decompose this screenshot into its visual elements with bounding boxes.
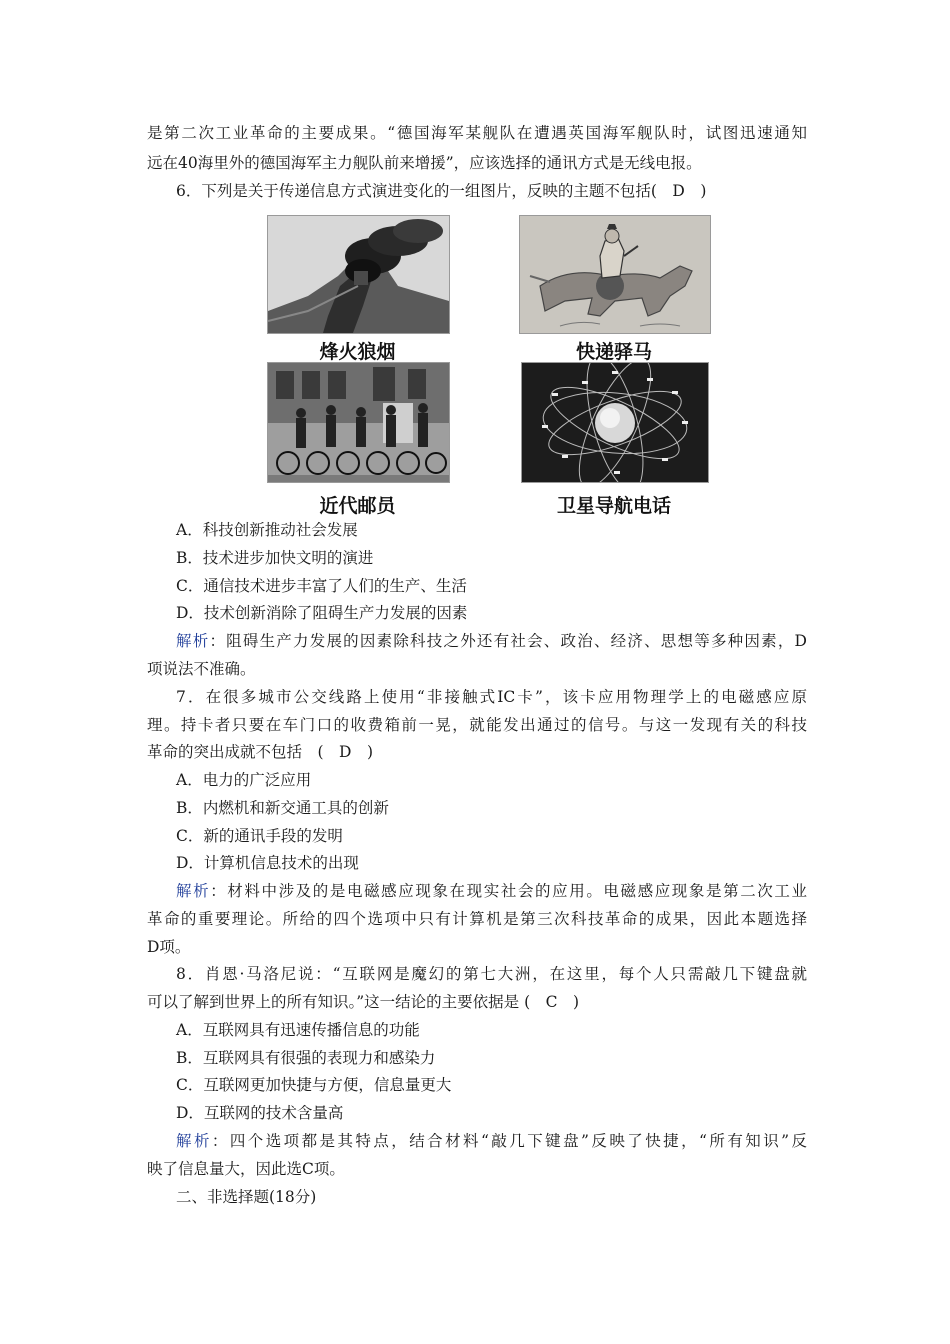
caption-satellite: 卫星导航电话 (556, 495, 671, 517)
q8-stem-line-2: 可以了解到世界上的所有知识。”这一结论的主要依据是 ( C ) (147, 993, 580, 1011)
q8-option-c: C．互联网更加快捷与方便，信息量更大 (176, 1076, 452, 1094)
q6-analysis-text: ：阻碍生产力发展的因素除科技之外还有社会、政治、经济、思想等多种因素，D (209, 632, 807, 650)
q8-analysis-line-1 (176, 1131, 807, 1151)
q7-stem-line-1: 7．在很多城市公交线路上使用“非接触式IC卡”，该卡应用物理学上的电磁感应原 (176, 688, 807, 706)
q7-stem-line-3: 革命的突出成就不包括 ( D ) (147, 743, 374, 761)
q8-stem-line-1: 8．肖恩·马洛尼说：“互联网是魔幻的第七大洲，在这里，每个人只需敲几下键盘就 (176, 965, 807, 983)
q8-analysis-text: ：四个选项都是其特点，结合材料“敲几下键盘”反映了快捷，“所有知识”反 (211, 1132, 807, 1150)
q8-analysis-line-2: 映了信息量大，因此选C项。 (147, 1160, 345, 1178)
analysis-label: 解析 (176, 632, 210, 650)
analysis-label: 解析 (176, 882, 211, 900)
q7-analysis-text: ：材料中涉及的是电磁感应现象在现实社会的应用。电磁感应现象是第二次工业 (210, 882, 807, 900)
horse-courier-image (519, 215, 711, 334)
q7-option-b: B．内燃机和新交通工具的创新 (176, 799, 389, 817)
q7-stem-line-2: 理。持卡者只要在车门口的收费箱前一晃，就能发出通过的信号。与这一发现有关的科技 (147, 716, 807, 734)
q7-option-d: D．计算机信息技术的出现 (176, 854, 359, 872)
intro-line-2: 远在40海里外的德国海军主力舰队前来增援”，应该选择的通讯方式是无线电报。 (147, 154, 702, 172)
q7-analysis-line-1 (176, 881, 807, 901)
q8-option-a: A．互联网具有迅速传播信息的功能 (176, 1021, 420, 1039)
intro-line-1: 是第二次工业革命的主要成果。“德国海军某舰队在遭遇英国海军舰队时，试图迅速通知 (147, 124, 807, 142)
q7-analysis-line-3: D项。 (147, 938, 191, 956)
q7-option-a: A．电力的广泛应用 (176, 771, 312, 789)
beacon-smoke-image (267, 215, 450, 334)
q6-option-a: A．科技创新推动社会发展 (176, 521, 358, 539)
q8-option-d: D．互联网的技术含量高 (176, 1104, 344, 1122)
satellite-orbits-icon (522, 363, 708, 482)
q8-option-b: B．互联网具有很强的表现力和感染力 (176, 1049, 436, 1067)
caption-horse: 快递驿马 (575, 341, 652, 363)
q6-analysis-line-2: 项说法不准确。 (147, 660, 256, 678)
caption-beacon: 烽火狼烟 (319, 341, 396, 363)
postmen-bicycle-icon (268, 363, 449, 482)
q6-option-b: B．技术进步加快文明的演进 (176, 549, 374, 567)
q6-option-c: C．通信技术进步丰富了人们的生产、生活 (176, 577, 467, 595)
postmen-image (267, 362, 450, 483)
beacon-smoke-icon (268, 216, 449, 333)
section-2-title: 二、非选择题(18分) (176, 1188, 317, 1206)
q6-option-d: D．技术创新消除了阻碍生产力发展的因素 (176, 604, 468, 622)
q7-option-c: C．新的通讯手段的发明 (176, 827, 343, 845)
q7-analysis-line-2: 革命的重要理论。所给的四个选项中只有计算机是第三次科技革命的成果，因此本题选择 (147, 910, 807, 928)
analysis-label: 解析 (176, 1132, 212, 1150)
satellite-image (521, 362, 709, 483)
q6-analysis-line-1 (176, 631, 807, 651)
horse-rider-icon (520, 216, 710, 333)
q6-stem: 6．下列是关于传递信息方式演进变化的一组图片，反映的主题不包括( D ) (176, 182, 707, 200)
caption-postmen: 近代邮员 (319, 495, 396, 517)
